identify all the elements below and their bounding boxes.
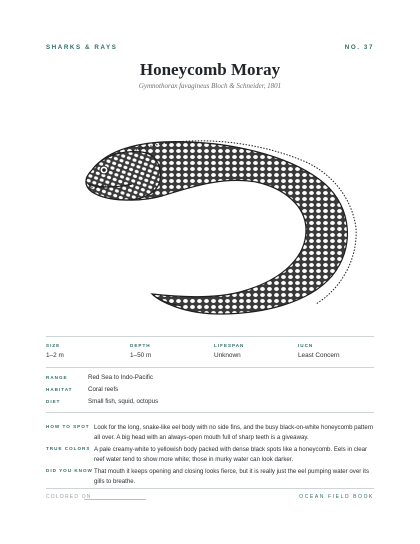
divider <box>46 367 374 368</box>
coloring-page: SHARKS & RAYS NO. 37 Honeycomb Moray Gymnothorax favagineus Bloch & Schneider, 1801 SIZE 1–2 m DEPTH 1–50 m LIFESPAN Unknown IUCN Least Concern RANGE Red Sea to Indo-Pacific HABITAT Coral reefs DIET Small fish, squid, octopus HOW TO SPOT Look for the long, snake-like eel body with no side fins, and the busy black-on-white honeycomb pattern all over. A big head with an always-open mouth full of sharp teeth is a giveaway. TRUE COLORS A pale creamy-white to yellowish body packed with dense black spots like a honeycomb. Eels in clear reef water tend to show more white; those in murky water can look darker. DID YOU KNOW That mouth it keeps opening and closing looks fierce, but it is really just the eel pumping water over its gills to breathe. COLORED ON OCEAN FIELD BOOK <box>0 0 420 544</box>
brand-label: OCEAN FIELD BOOK <box>299 494 374 500</box>
stats-row <box>46 343 374 365</box>
stat-size: SIZE 1–2 m <box>46 343 64 359</box>
naming-authority: Bloch & Schneider, 1801 <box>211 82 282 90</box>
eel-head <box>86 152 160 200</box>
page-number: NO. 37 <box>344 44 374 51</box>
page-header <box>46 44 374 56</box>
colored-on-label: COLORED ON <box>46 494 92 500</box>
stat-depth: DEPTH 1–50 m <box>130 343 152 359</box>
stat-lifespan: LIFESPAN Unknown <box>214 343 245 359</box>
scientific-name <box>0 82 420 90</box>
divider <box>46 412 374 413</box>
divider <box>46 336 374 337</box>
stat-iucn: IUCN Least Concern <box>298 343 340 359</box>
binomial-name: Gymnothorax favagineus <box>138 82 210 90</box>
colored-on-blank <box>84 499 146 500</box>
honeycomb-moray-eel-line-art <box>70 118 370 326</box>
page-title: Honeycomb Moray <box>139 60 281 79</box>
category-label: SHARKS & RAYS <box>46 44 118 51</box>
page-footer <box>46 494 374 504</box>
divider <box>46 488 374 489</box>
